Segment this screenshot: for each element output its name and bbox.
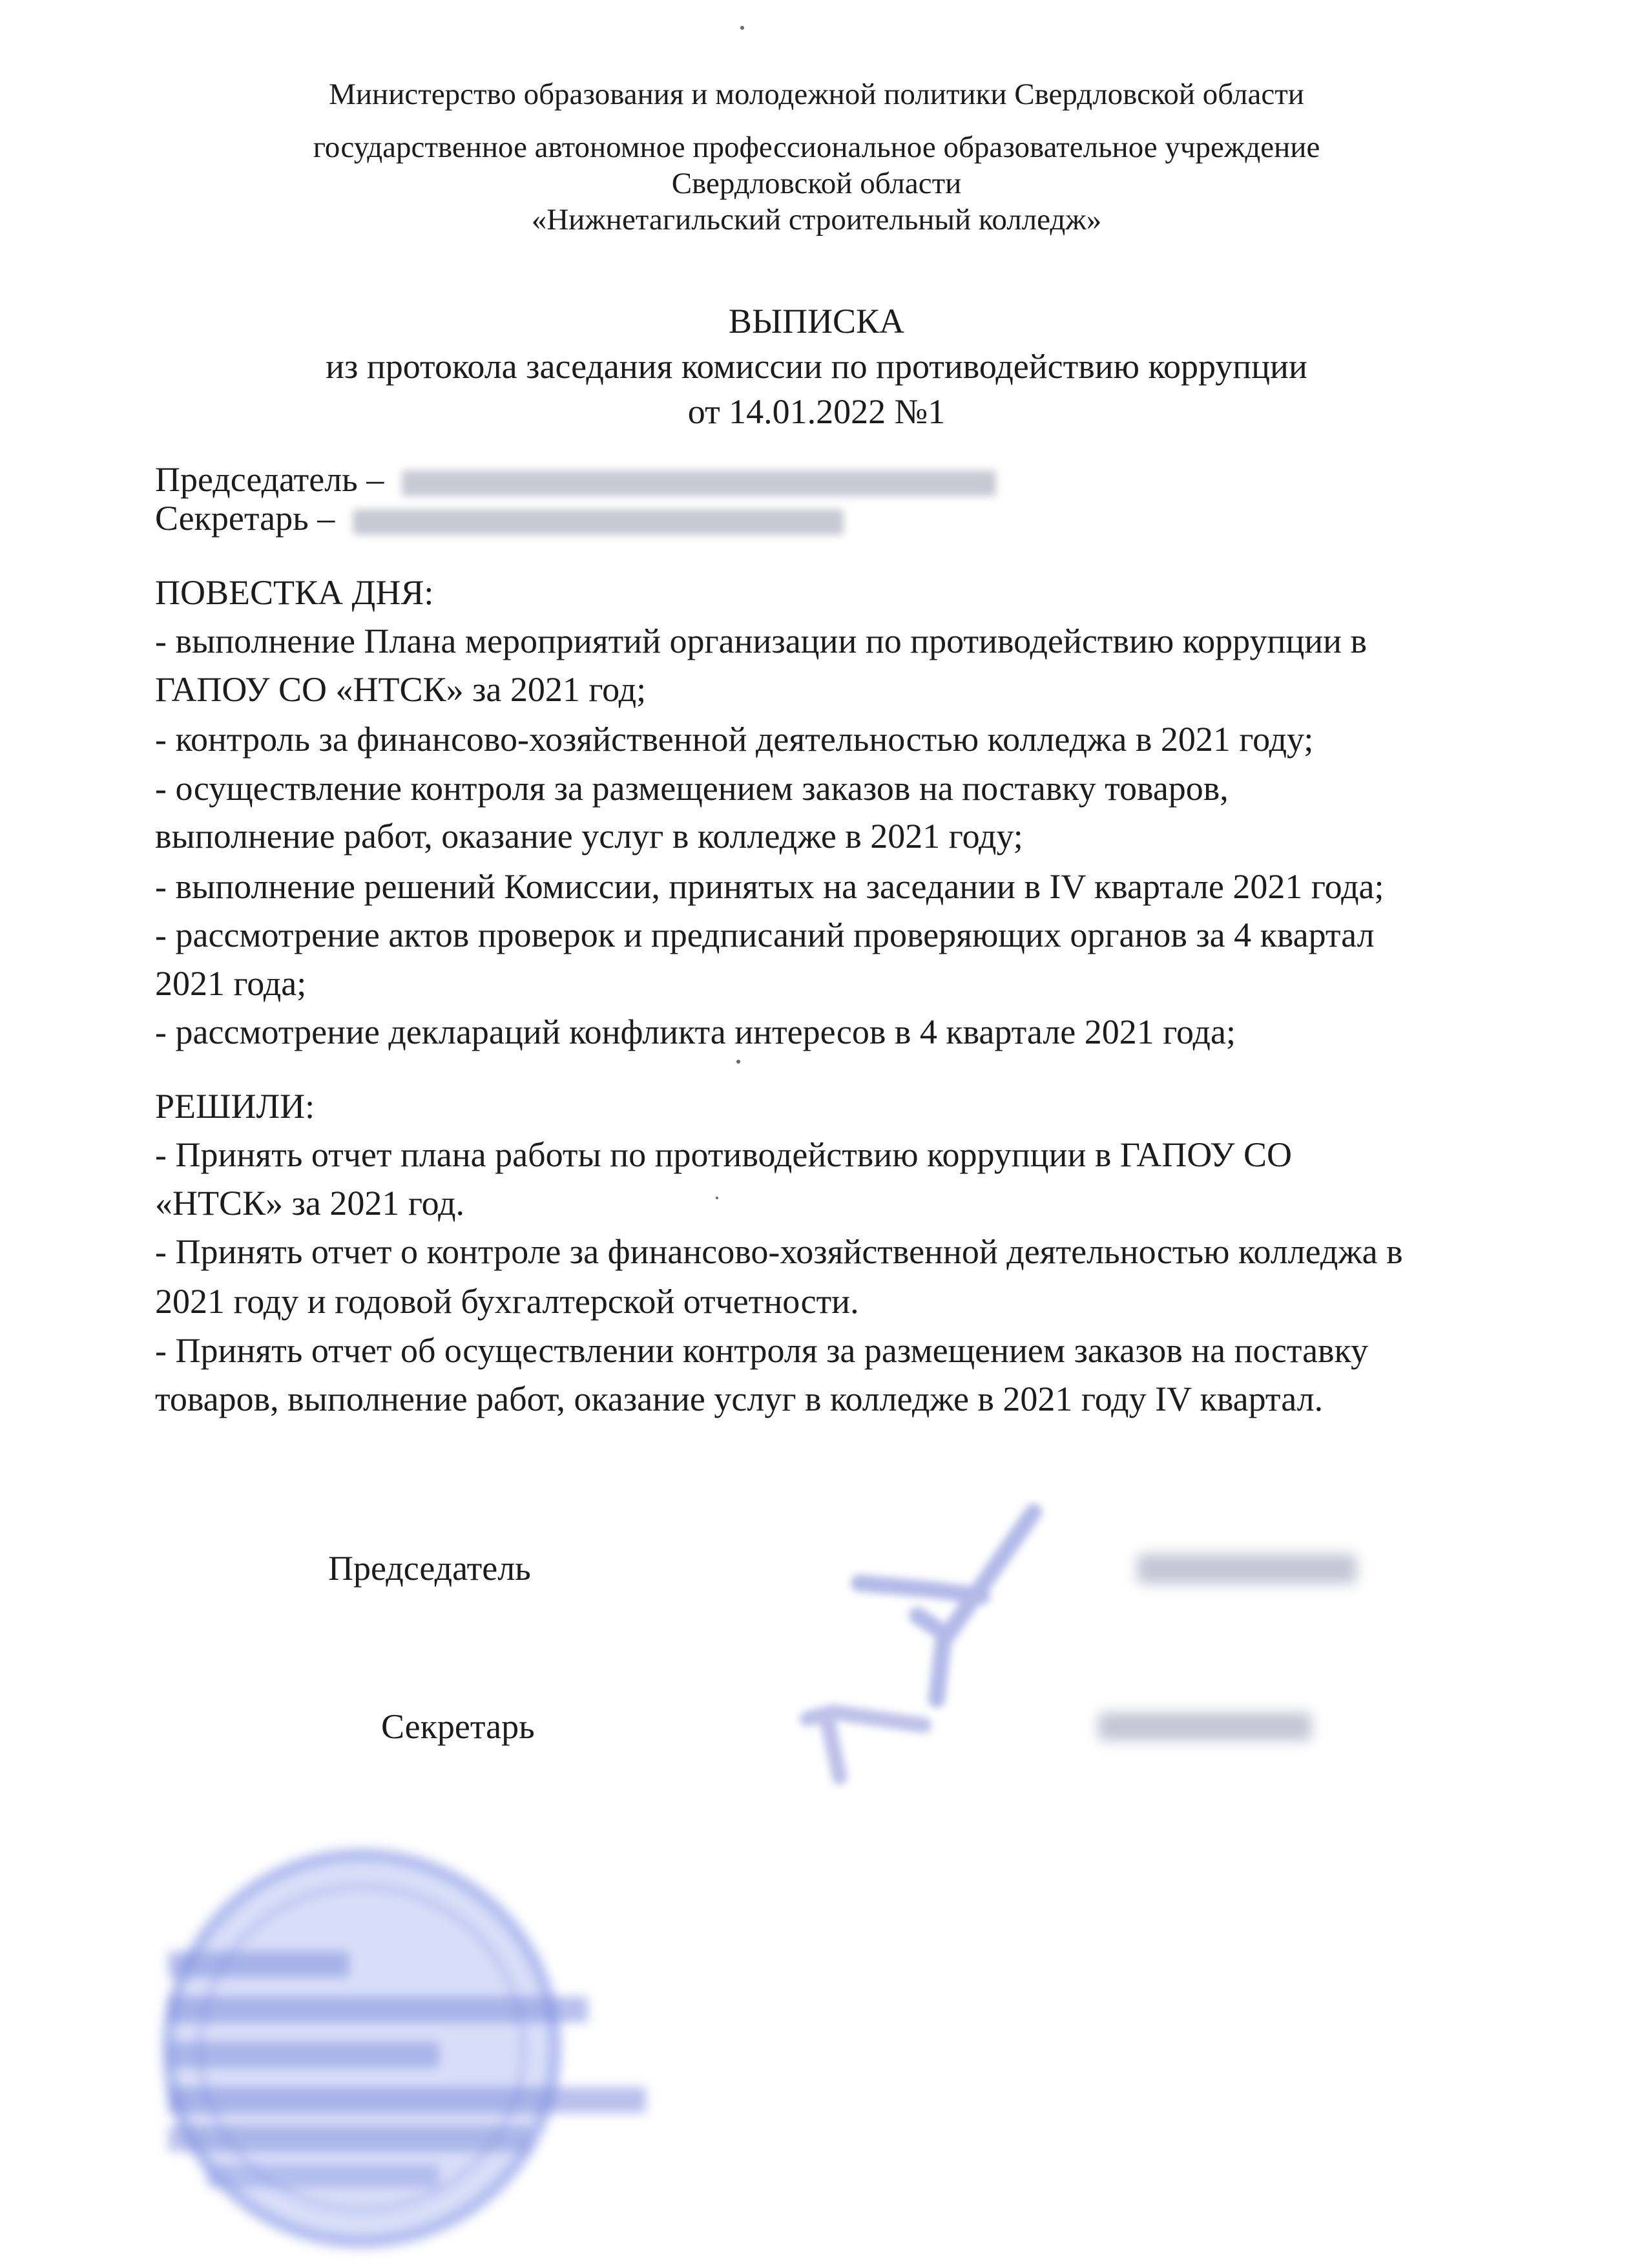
secretary-signature bbox=[795, 1680, 962, 1796]
redacted-chairman-name bbox=[402, 470, 996, 496]
decision-line: «НТСК» за 2021 год. bbox=[155, 1184, 465, 1223]
official-stamp bbox=[129, 1829, 659, 2268]
agenda-line: выполнение работ, оказание услуг в колледже в 2021 году; bbox=[155, 817, 1023, 856]
institution-line-3: «Нижнетагильский строительный колледж» bbox=[531, 203, 1102, 236]
redacted-chairman-initials bbox=[1137, 1554, 1357, 1584]
decision-line: товаров, выполнение работ, оказание услуг в колледже в 2021 году IV квартал. bbox=[155, 1380, 1324, 1418]
chairman-signature-label: Председатель bbox=[328, 1549, 531, 1588]
agenda-line: - рассмотрение актов проверок и предписаний проверяющих органов за 4 квартал bbox=[155, 916, 1375, 954]
agenda-line: - выполнение Плана мероприятий организации по противодействию коррупции в bbox=[155, 622, 1368, 660]
document-title: ВЫПИСКА bbox=[728, 302, 905, 341]
decision-line: 2021 году и годовой бухгалтерской отчетности. bbox=[155, 1282, 859, 1321]
redacted-secretary-name bbox=[353, 509, 844, 535]
chairman-line bbox=[155, 459, 996, 500]
institution-line-2: Свердловской области bbox=[671, 167, 962, 200]
redacted-secretary-initials bbox=[1098, 1712, 1311, 1741]
agenda-line: ГАПОУ СО «НТСК» за 2021 год; bbox=[155, 670, 647, 709]
secretary-line bbox=[155, 498, 844, 539]
institution-line-1: государственное автономное профессиональное образовательное учреждение bbox=[313, 131, 1320, 164]
secretary-signature-label: Секретарь bbox=[381, 1707, 535, 1746]
decision-line: - Принять отчет плана работы по противодействию коррупции в ГАПОУ СО bbox=[155, 1135, 1292, 1174]
agenda-line: - выполнение решений Комиссии, принятых на заседании в IV квартале 2021 года; bbox=[155, 867, 1384, 906]
scan-speck bbox=[736, 1060, 740, 1064]
agenda-line: 2021 года; bbox=[155, 964, 307, 1003]
agenda-line: - контроль за финансово-хозяйственной деятельностью колледжа в 2021 году; bbox=[155, 720, 1314, 759]
decisions-heading: РЕШИЛИ: bbox=[155, 1087, 315, 1126]
protocol-date-number: от 14.01.2022 №1 bbox=[687, 392, 946, 431]
chairman-label: Председатель – bbox=[155, 460, 384, 499]
scan-speck bbox=[740, 26, 744, 30]
decision-line: - Принять отчет об осуществлении контроля за размещением заказов на поставку bbox=[155, 1331, 1369, 1370]
document-subtitle: из протокола заседания комиссии по противодействию коррупции bbox=[326, 347, 1307, 386]
agenda-line: - осуществление контроля за размещением заказов на поставку товаров, bbox=[155, 769, 1229, 808]
agenda-line: - рассмотрение деклараций конфликта интересов в 4 квартале 2021 года; bbox=[155, 1013, 1236, 1051]
ministry-name: Министерство образования и молодежной политики Свердловской области bbox=[329, 78, 1304, 111]
agenda-heading: ПОВЕСТКА ДНЯ: bbox=[155, 573, 434, 612]
decision-line: - Принять отчет о контроле за финансово-хозяйственной деятельностью колледжа в bbox=[155, 1232, 1403, 1271]
secretary-label: Секретарь – bbox=[155, 499, 335, 538]
scan-speck bbox=[716, 1197, 718, 1199]
